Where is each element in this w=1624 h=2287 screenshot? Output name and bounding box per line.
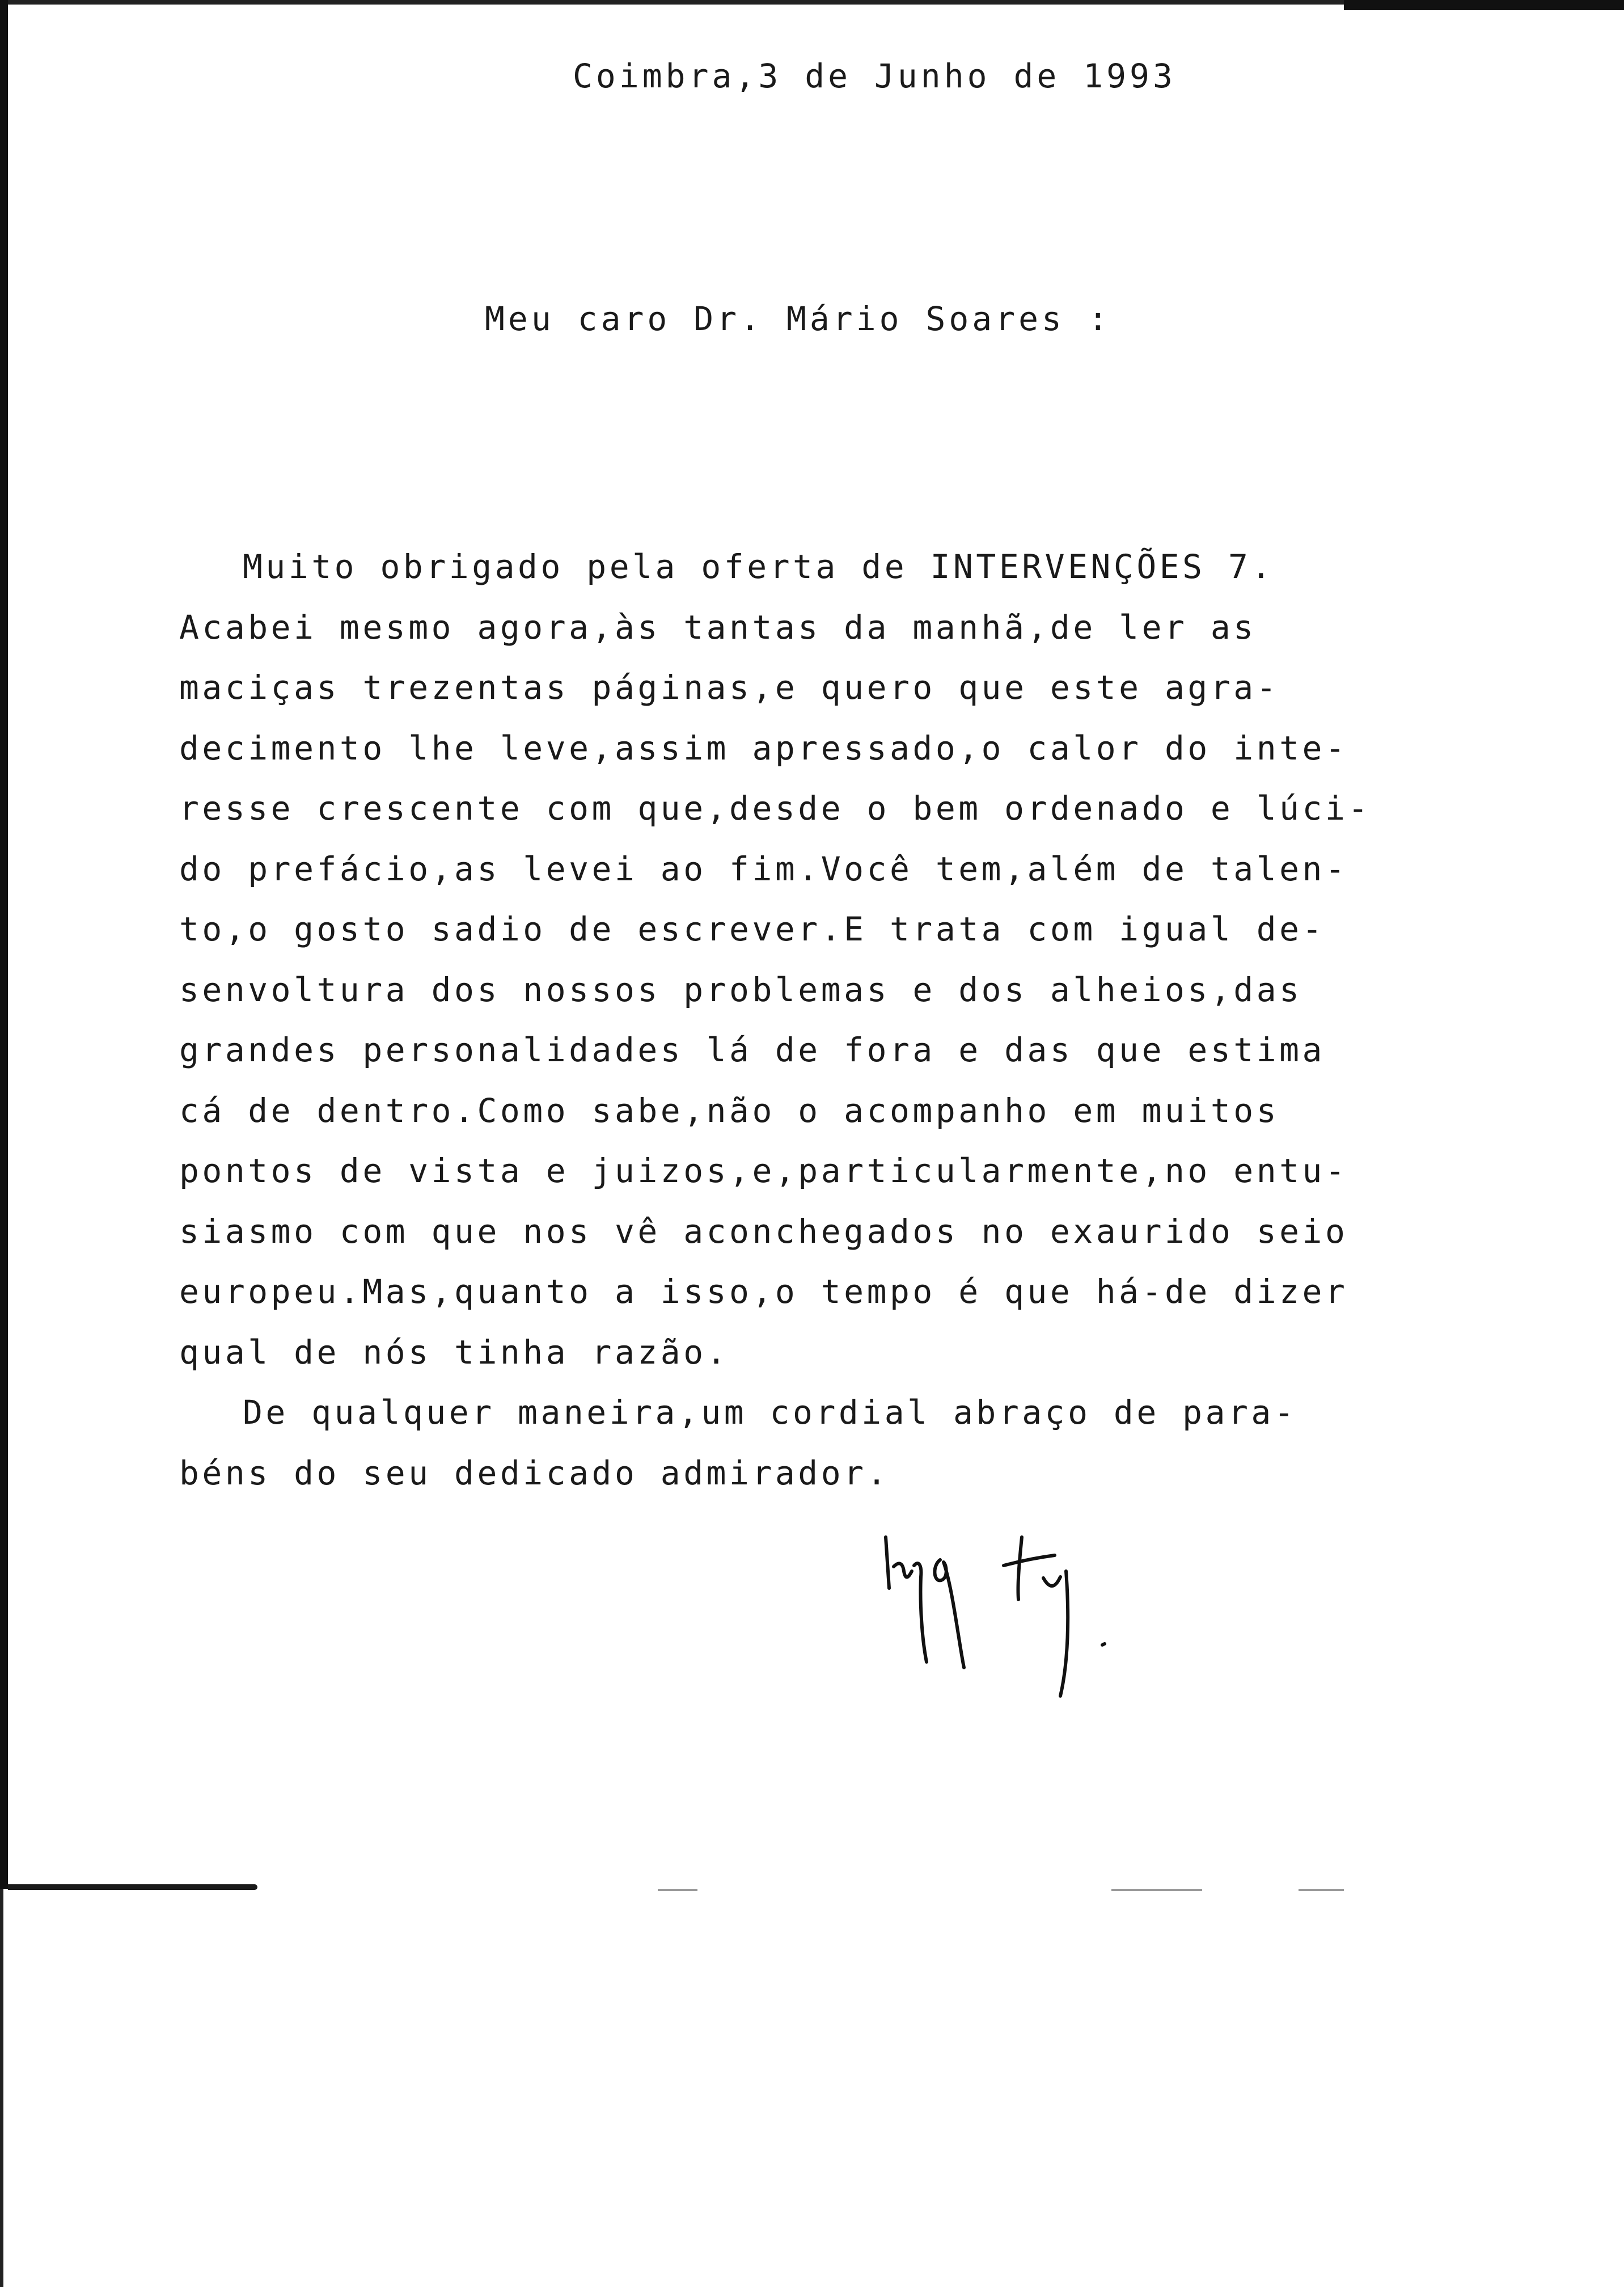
body-line: maciças trezentas páginas,e quero que este agra- [179, 668, 1280, 707]
paper-fold-mark [1111, 1889, 1202, 1891]
body-line: grandes personalidades lá de fora e das que estima [179, 1031, 1325, 1069]
body-line: De qualquer maneira,um cordial abraço de para- [243, 1393, 1297, 1432]
body-line: siasmo com que nos vê aconchegados no exaurido seio [179, 1212, 1348, 1251]
letter-date: Coimbra,3 de Junho de 1993 [573, 57, 1176, 95]
letter-body [179, 537, 1371, 1503]
body-line: cá de dentro.Como sabe,não o acompanho em muitos [179, 1091, 1280, 1130]
body-line: to,o gosto sadio de escrever.E trata com igual de- [179, 910, 1325, 948]
body-line: resse crescente com que,desde o bem ordenado e lúci- [179, 789, 1371, 828]
body-line: do prefácio,as levei ao fim.Você tem,além de talen- [179, 849, 1348, 888]
paper-fold-mark [1299, 1889, 1344, 1891]
paper-fold-mark [658, 1889, 697, 1891]
body-line: Muito obrigado pela oferta de INTERVENÇÕES 7. [243, 547, 1274, 586]
body-line: pontos de vista e juizos,e,particularmente,no entu- [179, 1151, 1348, 1190]
letter-salutation: Meu caro Dr. Mário Soares : [485, 299, 1111, 338]
body-line: decimento lhe leve,assim apressado,o calor do inte- [179, 728, 1348, 767]
body-line: Acabei mesmo agora,às tantas da manhã,de ler as [179, 607, 1257, 647]
body-line: qual de nós tinha razão. [179, 1332, 730, 1372]
body-line: béns do seu dedicado admirador. [179, 1453, 890, 1492]
paper-fold-line [8, 1884, 257, 1890]
body-line: senvoltura dos nossos problemas e dos alheios,das [179, 970, 1302, 1009]
handwritten-signature [873, 1526, 1128, 1719]
body-line: europeu.Mas,quanto a isso,o tempo é que há-de dizer [179, 1272, 1348, 1311]
scan-edge-top-corner [1344, 0, 1624, 10]
scan-edge-left [0, 0, 8, 1889]
scan-edge-left-lower [0, 1889, 3, 2287]
